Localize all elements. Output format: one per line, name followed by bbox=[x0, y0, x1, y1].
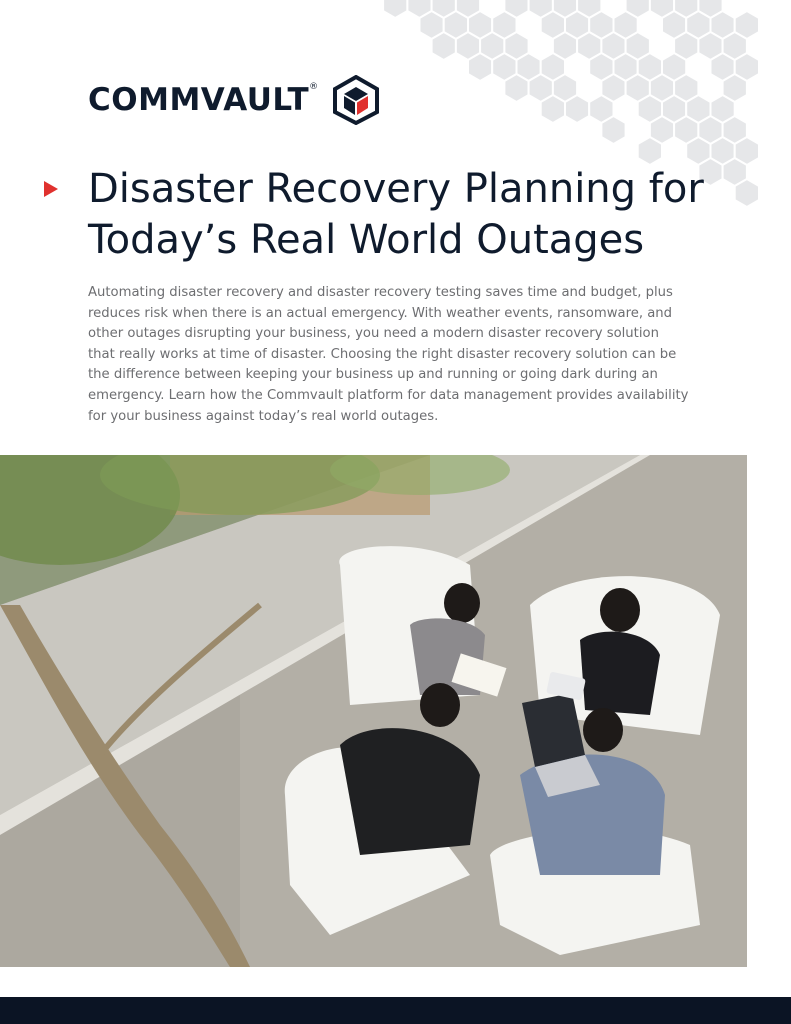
team-meeting-photo bbox=[0, 455, 747, 967]
intro-line: Automating disaster recovery and disaster recovery testing saves time and budget, plus bbox=[88, 285, 673, 300]
hexagon-shape bbox=[504, 74, 528, 102]
intro-line: that really works at time of disaster. Choosing the right disaster recovery solution can be bbox=[88, 346, 677, 362]
logo-wordmark: COMMVAULT® bbox=[88, 82, 319, 118]
intro-line: emergency. Learn how the Commvault platform for data management provides availability bbox=[88, 387, 689, 403]
intro-line: other outages disrupting your business, you need a modern disaster recovery solution bbox=[88, 326, 659, 342]
title-line-2: Today’s Real World Outages bbox=[88, 217, 645, 263]
commvault-logo bbox=[88, 74, 379, 126]
title-line-1: Disaster Recovery Planning for bbox=[88, 166, 704, 212]
intro-paragraph bbox=[88, 283, 708, 427]
intro-line: reduces risk when there is an actual emergency. With weather events, ransomware, and bbox=[88, 305, 673, 321]
hexagon-shape bbox=[432, 32, 456, 60]
red-triangle-icon bbox=[44, 181, 58, 197]
hexagon-shape bbox=[541, 95, 565, 123]
footer-bar bbox=[0, 997, 791, 1024]
intro-line: the difference between keeping your business up and running or going dark during an bbox=[88, 367, 658, 383]
hexagon-shape bbox=[383, 0, 407, 18]
hexagon-shape bbox=[565, 95, 589, 123]
page-title bbox=[88, 164, 748, 266]
hexagon-shape bbox=[638, 137, 662, 165]
hexagon-shape bbox=[601, 116, 625, 144]
hexagon-shape bbox=[468, 53, 492, 81]
hexagon-cube-icon bbox=[333, 75, 379, 125]
intro-line: for your business against today’s real world outages. bbox=[88, 408, 439, 424]
